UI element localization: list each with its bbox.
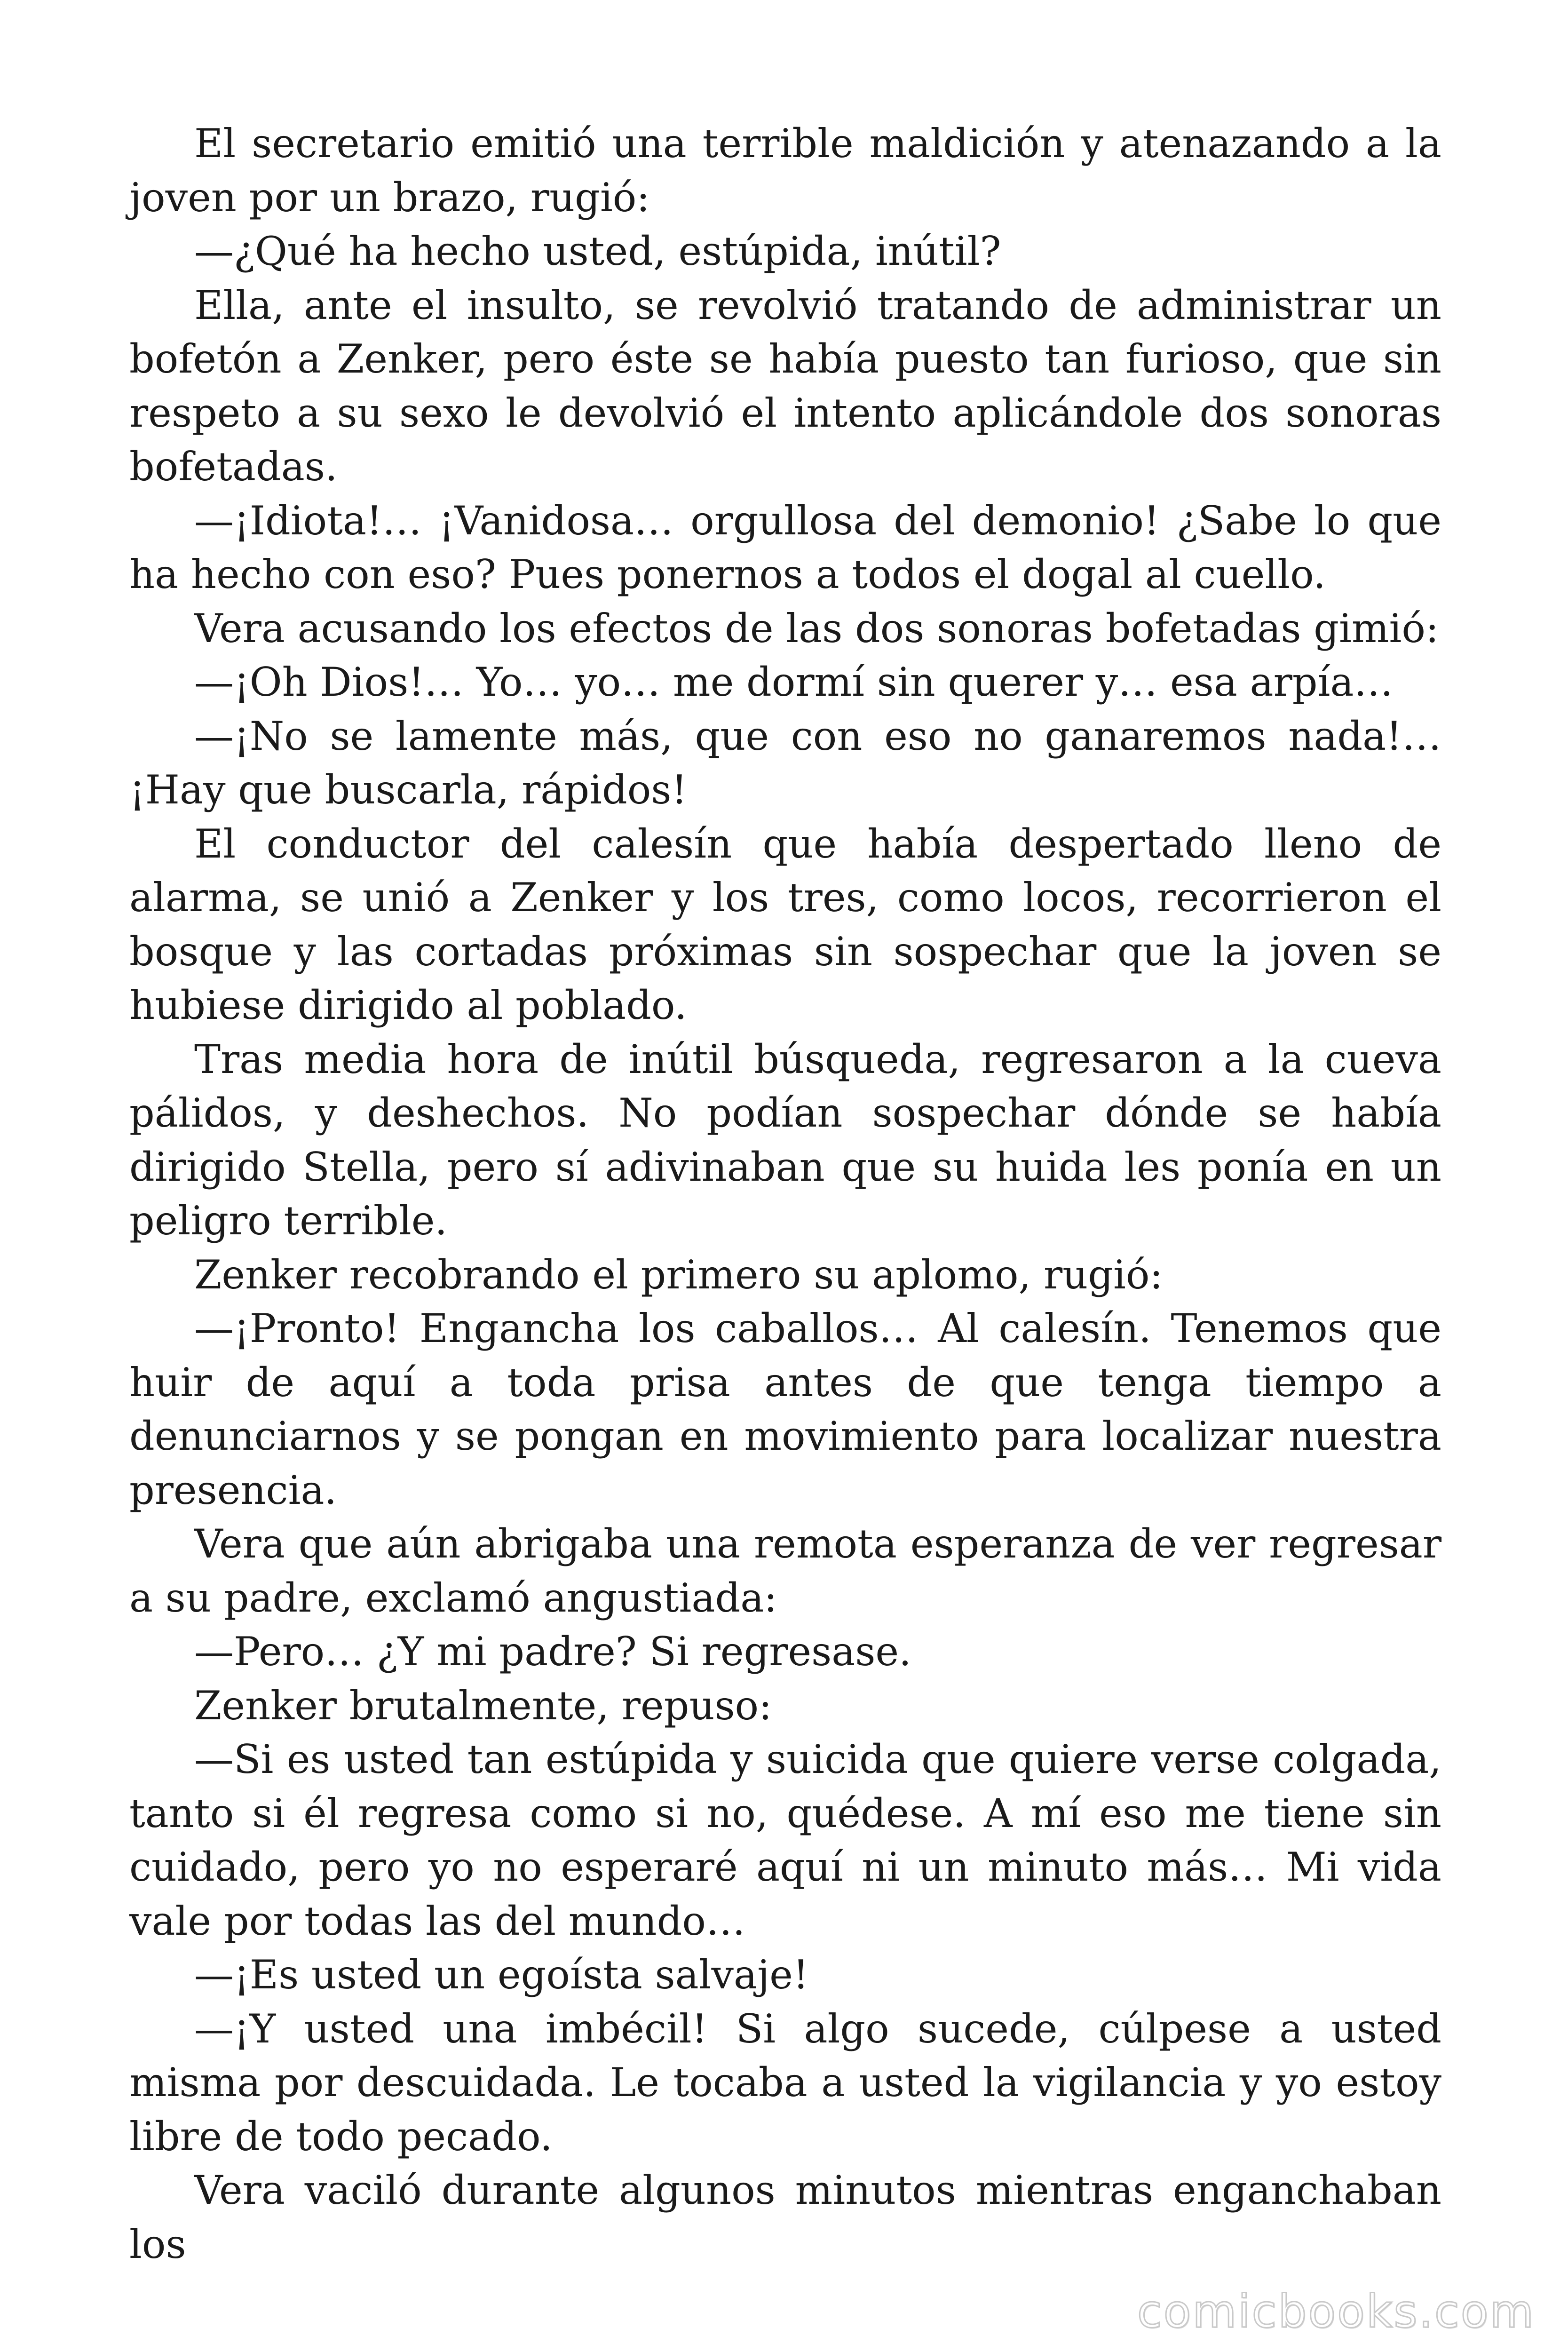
paragraph: El secretario emitió una terrible maldición y atenazando a la joven por un brazo, rugió: [129, 120, 1441, 221]
paragraph: El conductor del calesín que había despertado lleno de alarma, se unió a Zenker y los tres, como locos, recorrieron el bosque y las cortadas próximas sin sospechar que la joven se hubiese dirigido al poblado. [129, 820, 1441, 1028]
paragraph: Zenker brutalmente, repuso: [194, 1682, 772, 1729]
paragraph: —Pero… ¿Y mi padre? Si regresase. [194, 1629, 911, 1675]
paragraph: —¡Oh Dios!… Yo… yo… me dormí sin querer y… esa arpía… [194, 659, 1394, 705]
paragraph: —¡Y usted una imbécil! Si algo sucede, cúlpese a usted misma por descuidada. Le tocaba a usted la vigilancia y yo estoy libre de todo pecado. [129, 2005, 1441, 2160]
paragraph: Ella, ante el insulto, se revolvió tratando de administrar un bofetón a Zenker, pero éste se había puesto tan furioso, que sin respeto a su sexo le devolvió el intento aplicándole dos sonoras bofetadas. [129, 282, 1441, 490]
paragraph: Vera vaciló durante algunos minutos mientras enganchaban los [129, 2167, 1441, 2267]
paragraph: —¡Es usted un egoísta salvaje! [194, 1952, 809, 1998]
page-body [129, 117, 1441, 2271]
paragraph: —¡No se lamente más, que con eso no ganaremos nada!… ¡Hay que buscarla, rápidos! [129, 713, 1441, 813]
paragraph: Zenker recobrando el primero su aplomo, rugió: [194, 1251, 1163, 1298]
site-watermark: comicbooks.com [1137, 2285, 1535, 2338]
paragraph: Vera acusando los efectos de las dos sonoras bofetadas gimió: [194, 605, 1439, 652]
paragraph: —¡Idiota!… ¡Vanidosa… orgullosa del demonio! ¿Sabe lo que ha hecho con eso? Pues ponernos a todos el dogal al cuello. [129, 497, 1441, 597]
paragraph: Vera que aún abrigaba una remota esperanza de ver regresar a su padre, exclamó angustiada: [129, 1521, 1441, 1621]
paragraph: —¡Pronto! Engancha los caballos… Al calesín. Tenemos que huir de aquí a toda prisa antes de que tenga tiempo a denunciarnos y se pongan en movimiento para localizar nuestra presencia. [129, 1305, 1441, 1513]
paragraph: Tras media hora de inútil búsqueda, regresaron a la cueva pálidos, y deshechos. No podían sospechar dónde se había dirigido Stella, pero sí adivinaban que su huida les ponía en un peligro terrible. [129, 1036, 1441, 1244]
paragraph: —¿Qué ha hecho usted, estúpida, inútil? [194, 228, 1001, 274]
paragraph: —Si es usted tan estúpida y suicida que quiere verse colgada, tanto si él regresa como si no, quédese. A mí eso me tiene sin cuidado, pero yo no esperaré aquí ni un minuto más… Mi vida vale por todas las del mundo… [129, 1736, 1441, 1944]
